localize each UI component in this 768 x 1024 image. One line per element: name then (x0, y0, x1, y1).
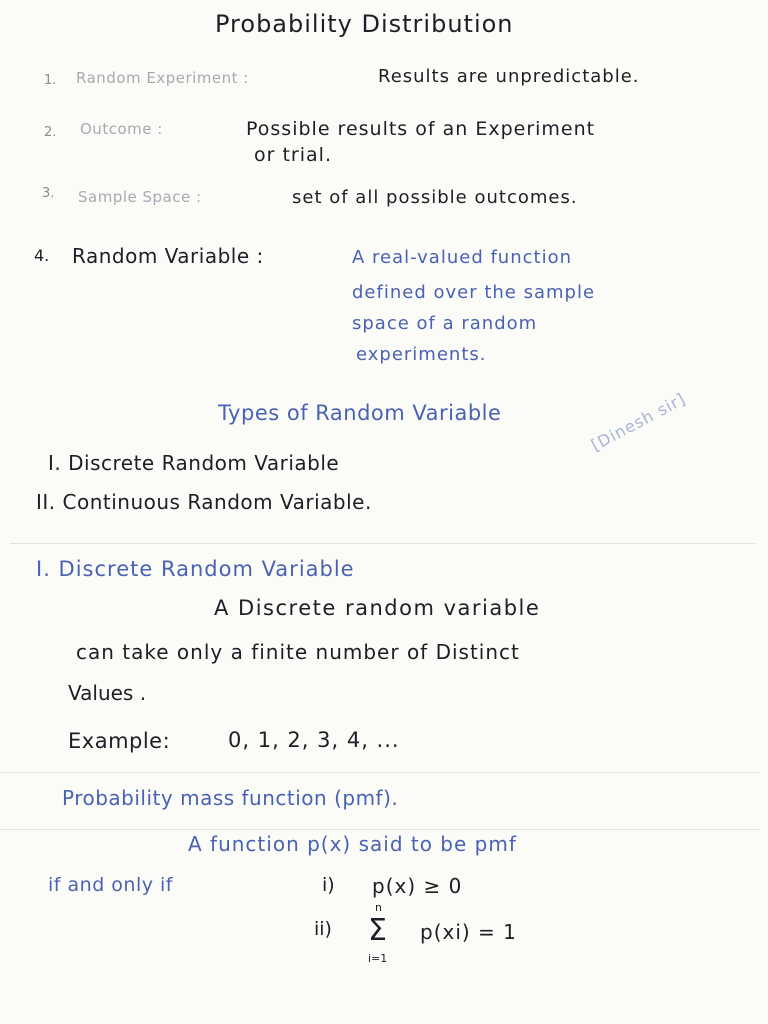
term-number-3: 3. (42, 186, 55, 201)
pmf-condition-intro: if and only if (48, 874, 173, 896)
pmf-condition-1-label: i) (322, 874, 335, 896)
example-label: Example: (68, 729, 171, 753)
term-number-2: 2. (44, 125, 57, 140)
term-label-1: Random Experiment : (76, 69, 249, 87)
term-label-2: Outcome : (80, 120, 163, 138)
types-item-2: II. Continuous Random Variable. (36, 490, 372, 514)
summation-lower-limit: i=1 (368, 952, 388, 965)
term-definition-3: set of all possible outcomes. (292, 187, 578, 208)
discrete-line-2: can take only a finite number of Distinct (76, 640, 520, 664)
pmf-definition: A function p(x) said to be pmf (188, 832, 517, 856)
term-definition-4-line-2: defined over the sample (352, 282, 596, 303)
discrete-line-1: A Discrete random variable (214, 596, 541, 620)
term-number-1: 1. (44, 73, 57, 88)
types-item-1: I. Discrete Random Variable (48, 451, 340, 475)
term-definition-4-line-1: A real-valued function (352, 247, 572, 268)
page-title: Probability Distribution (215, 10, 514, 38)
summation-upper-limit: n (375, 901, 382, 914)
term-label-3: Sample Space : (78, 188, 202, 206)
term-definition-4-line-3: space of a random (352, 313, 538, 334)
discrete-heading: I. Discrete Random Variable (36, 557, 355, 581)
term-label-4: Random Variable : (72, 244, 264, 268)
divider (0, 772, 760, 773)
divider (0, 829, 760, 830)
author-signature: [Dinesh sir] (588, 389, 689, 455)
term-definition-2-line-1: Possible results of an Experiment (246, 118, 596, 140)
pmf-condition-2: p(xi) = 1 (420, 920, 517, 944)
pmf-condition-1: p(x) ≥ 0 (372, 874, 463, 898)
discrete-line-3: Values . (68, 681, 147, 705)
types-heading: Types of Random Variable (218, 401, 502, 425)
pmf-condition-2-label: ii) (314, 918, 332, 940)
term-definition-1: Results are unpredictable. (378, 66, 640, 87)
term-number-4: 4. (34, 246, 50, 265)
term-definition-2-line-2: or trial. (254, 144, 332, 166)
summation-symbol: Σ (368, 913, 387, 948)
divider (10, 543, 755, 544)
pmf-heading: Probability mass function (pmf). (62, 786, 399, 810)
example-values: 0, 1, 2, 3, 4, ... (228, 728, 400, 752)
term-definition-4-line-4: experiments. (356, 344, 487, 365)
